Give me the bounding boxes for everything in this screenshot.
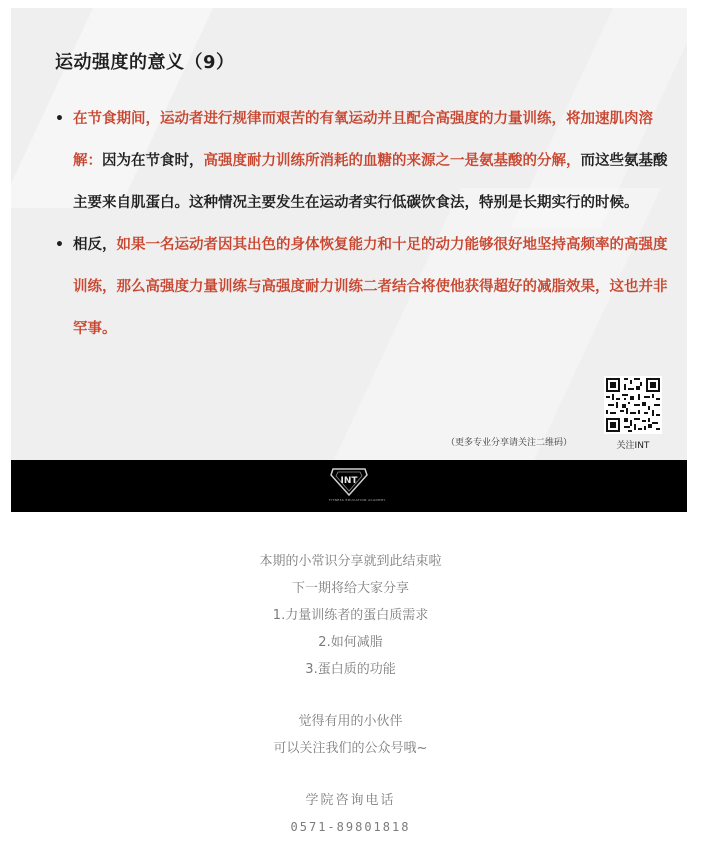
contact-phone[interactable]: 0571-89801818: [290, 820, 411, 834]
qr-note: （更多专业分享请关注二维码）: [446, 438, 573, 448]
bullet-item: [55, 98, 675, 224]
brand-logo: [329, 467, 386, 507]
outro-line: 可以关注我们的公众号哦~: [273, 741, 428, 756]
outro-line: 本期的小常识分享就到此结束啦: [259, 554, 442, 569]
bullet-dot-icon: •: [55, 111, 64, 127]
qr-code-block[interactable]: [603, 376, 663, 451]
logo-band: [11, 460, 687, 512]
next-topic-item: 1.力量训练者的蛋白质需求: [272, 608, 429, 623]
bullet-dot-icon: •: [55, 237, 64, 253]
contact-label: 学院咨询电话: [305, 793, 396, 808]
next-topic-item: 3.蛋白质的功能: [305, 662, 396, 677]
outro-line: 下一期将给大家分享: [291, 581, 409, 596]
bullet-item: [55, 224, 675, 350]
bullet-text-segment: 在节食期间，运动者进行规律而艰苦的有氧运动并且配合高强度的力量训练，将加速肌肉溶解：: [73, 111, 653, 169]
qr-code-icon[interactable]: [604, 376, 662, 434]
bullet-text-segment: 高强度耐力训练所消耗的血糖的来源之一是氨基酸的分解，: [203, 153, 581, 169]
qr-caption: 关注INT: [616, 441, 650, 451]
logo-subtitle: FITNESS EDUCATION ACADEMY: [329, 498, 386, 502]
bullet-text-segment: 相反，: [73, 237, 117, 253]
bullet-list: [55, 98, 675, 350]
diamond-logo-icon: [329, 467, 369, 497]
slide-title: 运动强度的意义（9）: [55, 52, 235, 73]
logo-text: INT: [340, 476, 358, 486]
bullet-text-segment: 而这些氨基酸主要来自肌蛋白。这种情况主要发生在运动者实行低碳饮食法，特别是长期实行的时候。: [73, 153, 668, 211]
bullet-text-segment: 如果一名运动者因其出色的身体恢复能力和十足的动力能够很好地坚持高频率的高强度训练，那么高强度力量训练与高强度耐力训练二者结合将使他获得超好的减脂效果，这也并非罕事。: [73, 237, 668, 337]
slide-card: [11, 8, 687, 460]
bullet-text-segment: 因为在节食时，: [102, 153, 204, 169]
outro-section: [0, 548, 701, 841]
outro-line: 觉得有用的小伙伴: [298, 714, 403, 729]
next-topic-item: 2.如何减脂: [318, 635, 383, 650]
